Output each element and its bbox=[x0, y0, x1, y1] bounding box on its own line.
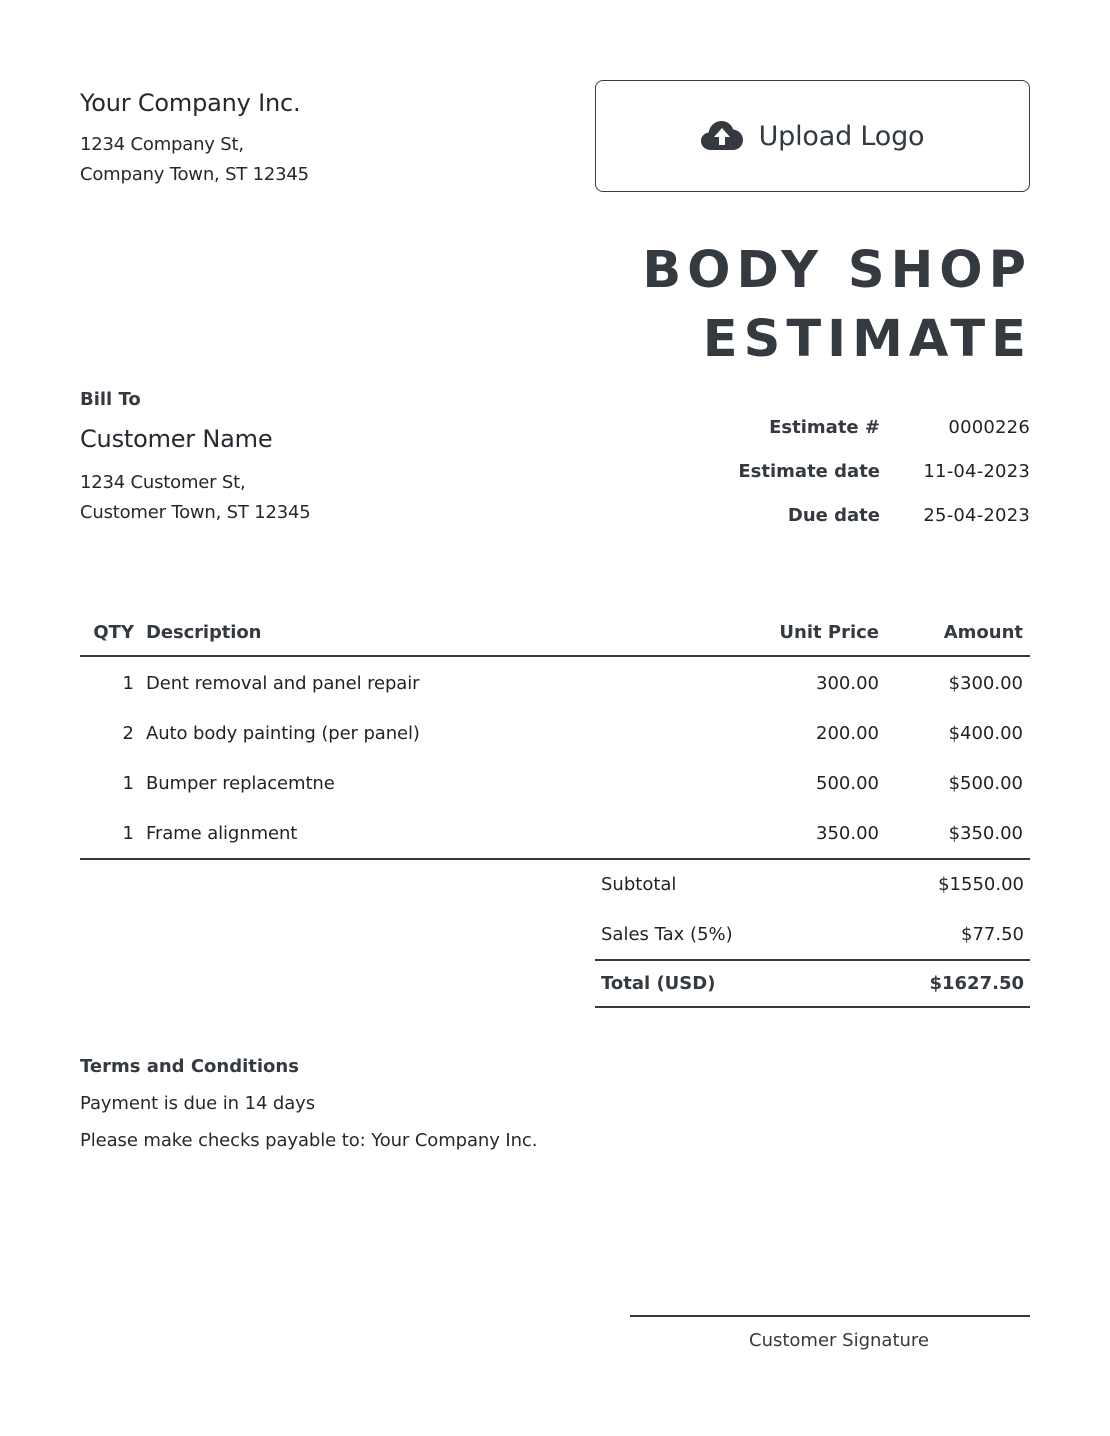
subtotal-label: Subtotal bbox=[601, 873, 677, 895]
header-qty: QTY bbox=[93, 622, 134, 643]
estimate-number-label: Estimate # bbox=[769, 417, 880, 438]
estimate-number-row bbox=[630, 417, 1030, 438]
row-description[interactable]: Bumper replacemtne bbox=[146, 772, 335, 794]
header-amount: Amount bbox=[943, 622, 1023, 643]
terms-title: Terms and Conditions bbox=[80, 1056, 299, 1077]
header-unit-price: Unit Price bbox=[779, 622, 879, 643]
table-row bbox=[80, 708, 1030, 758]
terms-line1[interactable]: Payment is due in 14 days bbox=[80, 1093, 315, 1114]
table-row bbox=[80, 658, 1030, 708]
document-title[interactable] bbox=[642, 236, 1032, 374]
company-address-line1[interactable]: 1234 Company St, bbox=[80, 134, 244, 155]
document-title-line1: BODY SHOP bbox=[642, 241, 1032, 300]
row-unit-price[interactable]: 500.00 bbox=[816, 772, 879, 794]
total-value: $1627.50 bbox=[929, 973, 1024, 994]
row-amount: $350.00 bbox=[948, 822, 1023, 844]
estimate-date-label: Estimate date bbox=[738, 461, 880, 482]
row-unit-price[interactable]: 350.00 bbox=[816, 822, 879, 844]
company-name[interactable]: Your Company Inc. bbox=[80, 89, 301, 117]
row-qty[interactable]: 1 bbox=[122, 822, 134, 844]
signature-line bbox=[630, 1315, 1030, 1317]
table-row bbox=[80, 808, 1030, 858]
row-amount: $300.00 bbox=[948, 672, 1023, 694]
upload-logo-button[interactable] bbox=[595, 80, 1030, 192]
estimate-number-value[interactable]: 0000226 bbox=[948, 417, 1030, 438]
table-body bbox=[80, 657, 1030, 860]
customer-address-line1[interactable]: 1234 Customer St, bbox=[80, 472, 246, 493]
row-unit-price[interactable]: 300.00 bbox=[816, 672, 879, 694]
row-qty[interactable]: 1 bbox=[122, 772, 134, 794]
row-description[interactable]: Auto body painting (per panel) bbox=[146, 722, 420, 744]
document-title-line2: ESTIMATE bbox=[702, 310, 1032, 369]
total-label: Total (USD) bbox=[601, 973, 716, 994]
row-amount: $500.00 bbox=[948, 772, 1023, 794]
line-items-table bbox=[80, 610, 1030, 860]
table-header bbox=[80, 610, 1030, 657]
signature-label: Customer Signature bbox=[749, 1330, 929, 1351]
row-amount: $400.00 bbox=[948, 722, 1023, 744]
row-description[interactable]: Frame alignment bbox=[146, 822, 298, 844]
due-date-value[interactable]: 25-04-2023 bbox=[923, 505, 1030, 526]
due-date-row bbox=[630, 505, 1030, 526]
header-description: Description bbox=[146, 622, 262, 643]
subtotal-value: $1550.00 bbox=[938, 873, 1024, 895]
company-address-line2[interactable]: Company Town, ST 12345 bbox=[80, 164, 309, 185]
table-row bbox=[80, 758, 1030, 808]
bill-to-label: Bill To bbox=[80, 389, 141, 410]
terms-line2[interactable]: Please make checks payable to: Your Company Inc. bbox=[80, 1130, 538, 1151]
totals-section bbox=[595, 859, 1030, 1008]
sales-tax-label[interactable]: Sales Tax (5%) bbox=[601, 923, 733, 945]
subtotal-row bbox=[595, 859, 1030, 909]
sales-tax-value: $77.50 bbox=[961, 923, 1024, 945]
row-qty[interactable]: 1 bbox=[122, 672, 134, 694]
estimate-date-row bbox=[630, 461, 1030, 482]
estimate-date-value[interactable]: 11-04-2023 bbox=[923, 461, 1030, 482]
sales-tax-row bbox=[595, 909, 1030, 959]
upload-logo-label: Upload Logo bbox=[758, 120, 925, 152]
total-row bbox=[595, 959, 1030, 1008]
row-unit-price[interactable]: 200.00 bbox=[816, 722, 879, 744]
row-description[interactable]: Dent removal and panel repair bbox=[146, 672, 420, 694]
due-date-label: Due date bbox=[787, 505, 880, 526]
customer-address-line2[interactable]: Customer Town, ST 12345 bbox=[80, 502, 311, 523]
customer-name[interactable]: Customer Name bbox=[80, 425, 273, 453]
cloud-upload-icon bbox=[701, 121, 743, 151]
row-qty[interactable]: 2 bbox=[122, 722, 134, 744]
